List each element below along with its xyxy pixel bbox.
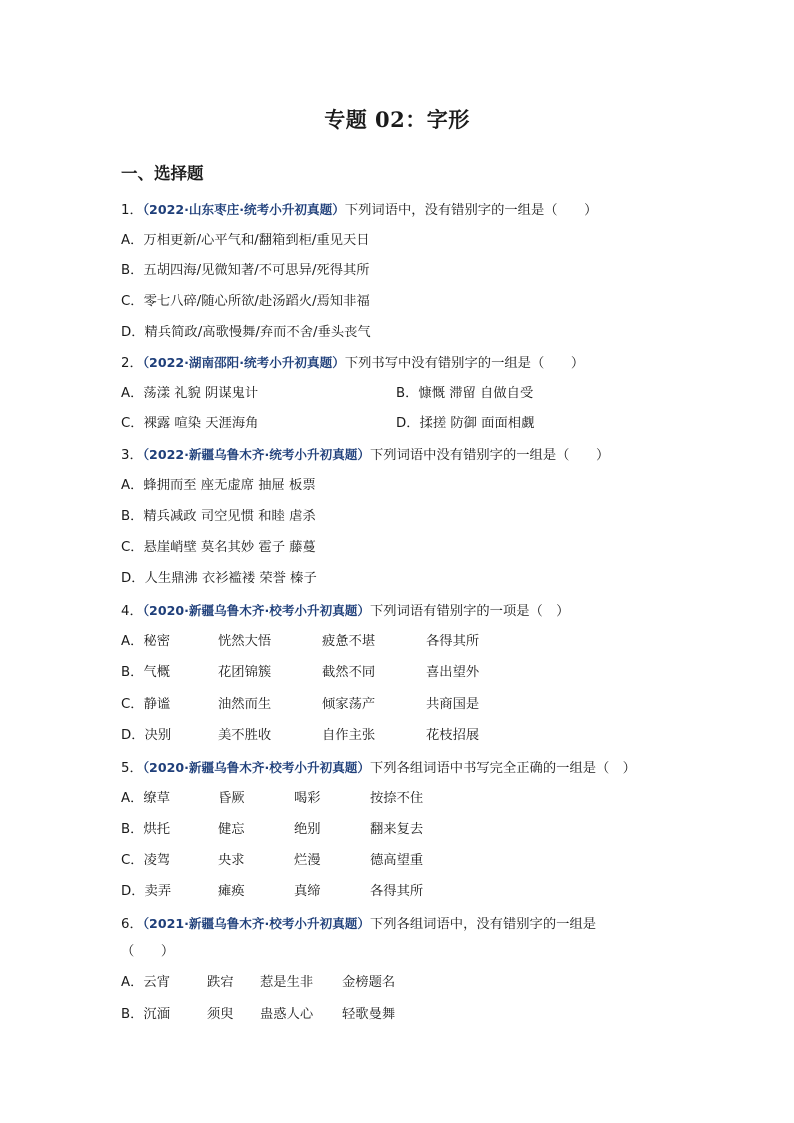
option-b bbox=[121, 1005, 395, 1025]
option-word: 央求 bbox=[218, 853, 245, 868]
option-b bbox=[121, 820, 423, 840]
option-word: 按捺不住 bbox=[370, 791, 424, 806]
option-b: B．五胡四海/见微知著/不可思异/死得其所 bbox=[121, 263, 370, 278]
question-source: （2022·新疆乌鲁木齐·统考小升初真题） bbox=[142, 447, 370, 462]
question-6-stem-cont: （ ） bbox=[121, 944, 175, 959]
option-word: 跌宕 bbox=[207, 975, 234, 990]
option-word: D．决别 bbox=[121, 728, 172, 743]
option-c bbox=[121, 695, 479, 715]
option-word: 美不胜收 bbox=[218, 728, 272, 743]
option-word: A．秘密 bbox=[121, 634, 170, 649]
question-1-stem bbox=[121, 200, 597, 221]
option-a: A．万相更新/心平气和/翻箱到柜/重见天日 bbox=[121, 233, 370, 248]
question-2-stem bbox=[121, 353, 584, 374]
question-number: 5． bbox=[121, 761, 143, 776]
question-text: 下列词语有错别字的一项是（ ） bbox=[370, 604, 570, 619]
option-word: 共商国是 bbox=[426, 697, 480, 712]
option-word: B．气概 bbox=[121, 665, 171, 680]
option-word: 翻来复去 bbox=[370, 822, 424, 837]
question-number: 2． bbox=[121, 356, 143, 371]
question-text: 下列词语中，没有错别字的一组是（ ） bbox=[344, 203, 598, 218]
option-word: A．缭草 bbox=[121, 791, 170, 806]
section-heading: 一、选择题 bbox=[121, 164, 204, 183]
question-5-stem bbox=[121, 758, 636, 779]
option-word: 恍然大悟 bbox=[218, 634, 272, 649]
option-word: 蛊惑人心 bbox=[260, 1007, 314, 1022]
question-number: 3． bbox=[121, 448, 143, 463]
question-source: （2022·山东枣庄·统考小升初真题） bbox=[142, 202, 345, 217]
option-a bbox=[121, 973, 395, 993]
option-d: D．精兵简政/高歌慢舞/弃而不舍/垂头丧气 bbox=[121, 325, 371, 340]
option-word: 油然而生 bbox=[218, 697, 272, 712]
option-word: 疲惫不堪 bbox=[322, 634, 376, 649]
question-number: 1． bbox=[121, 203, 143, 218]
page-title: 专题 02：字形 bbox=[324, 107, 470, 132]
question-3-stem bbox=[121, 445, 609, 466]
question-text: 下列各组词语中书写完全正确的一组是（ ） bbox=[370, 761, 636, 776]
question-6-stem bbox=[121, 914, 596, 935]
option-d: D．揉搓 防御 面面相觑 bbox=[396, 416, 535, 431]
option-word: 截然不同 bbox=[322, 665, 376, 680]
option-word: 德高望重 bbox=[370, 853, 424, 868]
question-source: （2021·新疆乌鲁木齐·校考小升初真题） bbox=[142, 916, 370, 931]
option-word: B．沉湎 bbox=[121, 1007, 171, 1022]
question-text: 下列词语中没有错别字的一组是（ ） bbox=[370, 448, 610, 463]
option-b: B．慷慨 滞留 自做自受 bbox=[396, 386, 534, 401]
option-word: 各得其所 bbox=[370, 884, 424, 899]
question-text: 下列书写中没有错别字的一组是（ ） bbox=[344, 356, 585, 371]
question-text: 下列各组词语中，没有错别字的一组是 bbox=[370, 917, 597, 932]
option-word: 真缔 bbox=[294, 884, 321, 899]
option-word: C．凌驾 bbox=[121, 853, 171, 868]
option-word: 轻歌曼舞 bbox=[342, 1007, 396, 1022]
question-source: （2020·新疆乌鲁木齐·校考小升初真题） bbox=[142, 760, 370, 775]
option-word: 健忘 bbox=[218, 822, 245, 837]
option-d: D．人生鼎沸 衣衫褴褛 荣誉 榛子 bbox=[121, 571, 317, 586]
option-a bbox=[121, 632, 479, 652]
option-word: A．云宵 bbox=[121, 975, 170, 990]
option-word: 各得其所 bbox=[426, 634, 480, 649]
option-word: 花团锦簇 bbox=[218, 665, 272, 680]
option-a: A．荡漾 礼貌 阴谋鬼计 bbox=[121, 386, 259, 401]
option-word: 金榜题名 bbox=[342, 975, 396, 990]
option-c: C．裸露 喧染 天涯海角 bbox=[121, 416, 259, 431]
option-b bbox=[121, 663, 479, 683]
option-c: C．零七八碎/随心所欲/赴汤蹈火/焉知非福 bbox=[121, 294, 370, 309]
option-word: C．静谧 bbox=[121, 697, 171, 712]
question-4-stem bbox=[121, 601, 569, 622]
option-word: 惹是生非 bbox=[260, 975, 314, 990]
question-source: （2020·新疆乌鲁木齐·校考小升初真题） bbox=[142, 603, 370, 618]
option-word: B．烘托 bbox=[121, 822, 171, 837]
option-word: D．卖弄 bbox=[121, 884, 172, 899]
option-a bbox=[121, 789, 423, 809]
option-word: 花枝招展 bbox=[426, 728, 480, 743]
option-word: 须臾 bbox=[207, 1007, 234, 1022]
option-d bbox=[121, 882, 423, 902]
option-word: 烂漫 bbox=[294, 853, 321, 868]
option-c bbox=[121, 851, 423, 871]
question-source: （2022·湖南邵阳·统考小升初真题） bbox=[142, 355, 345, 370]
option-word: 昏厥 bbox=[218, 791, 245, 806]
question-number: 4． bbox=[121, 604, 143, 619]
option-word: 喜出望外 bbox=[426, 665, 480, 680]
option-c: C．悬崖峭壁 莫名其妙 雹子 藤蔓 bbox=[121, 540, 316, 555]
option-b: B．精兵减政 司空见惯 和睦 虐杀 bbox=[121, 509, 316, 524]
option-word: 瘫痪 bbox=[218, 884, 245, 899]
option-word: 喝彩 bbox=[294, 791, 321, 806]
option-word: 倾家荡产 bbox=[322, 697, 376, 712]
question-number: 6． bbox=[121, 917, 143, 932]
option-d bbox=[121, 726, 479, 746]
option-word: 绝别 bbox=[294, 822, 321, 837]
option-a: A．蜂拥而至 座无虚席 抽屉 板票 bbox=[121, 478, 316, 493]
option-word: 自作主张 bbox=[322, 728, 376, 743]
